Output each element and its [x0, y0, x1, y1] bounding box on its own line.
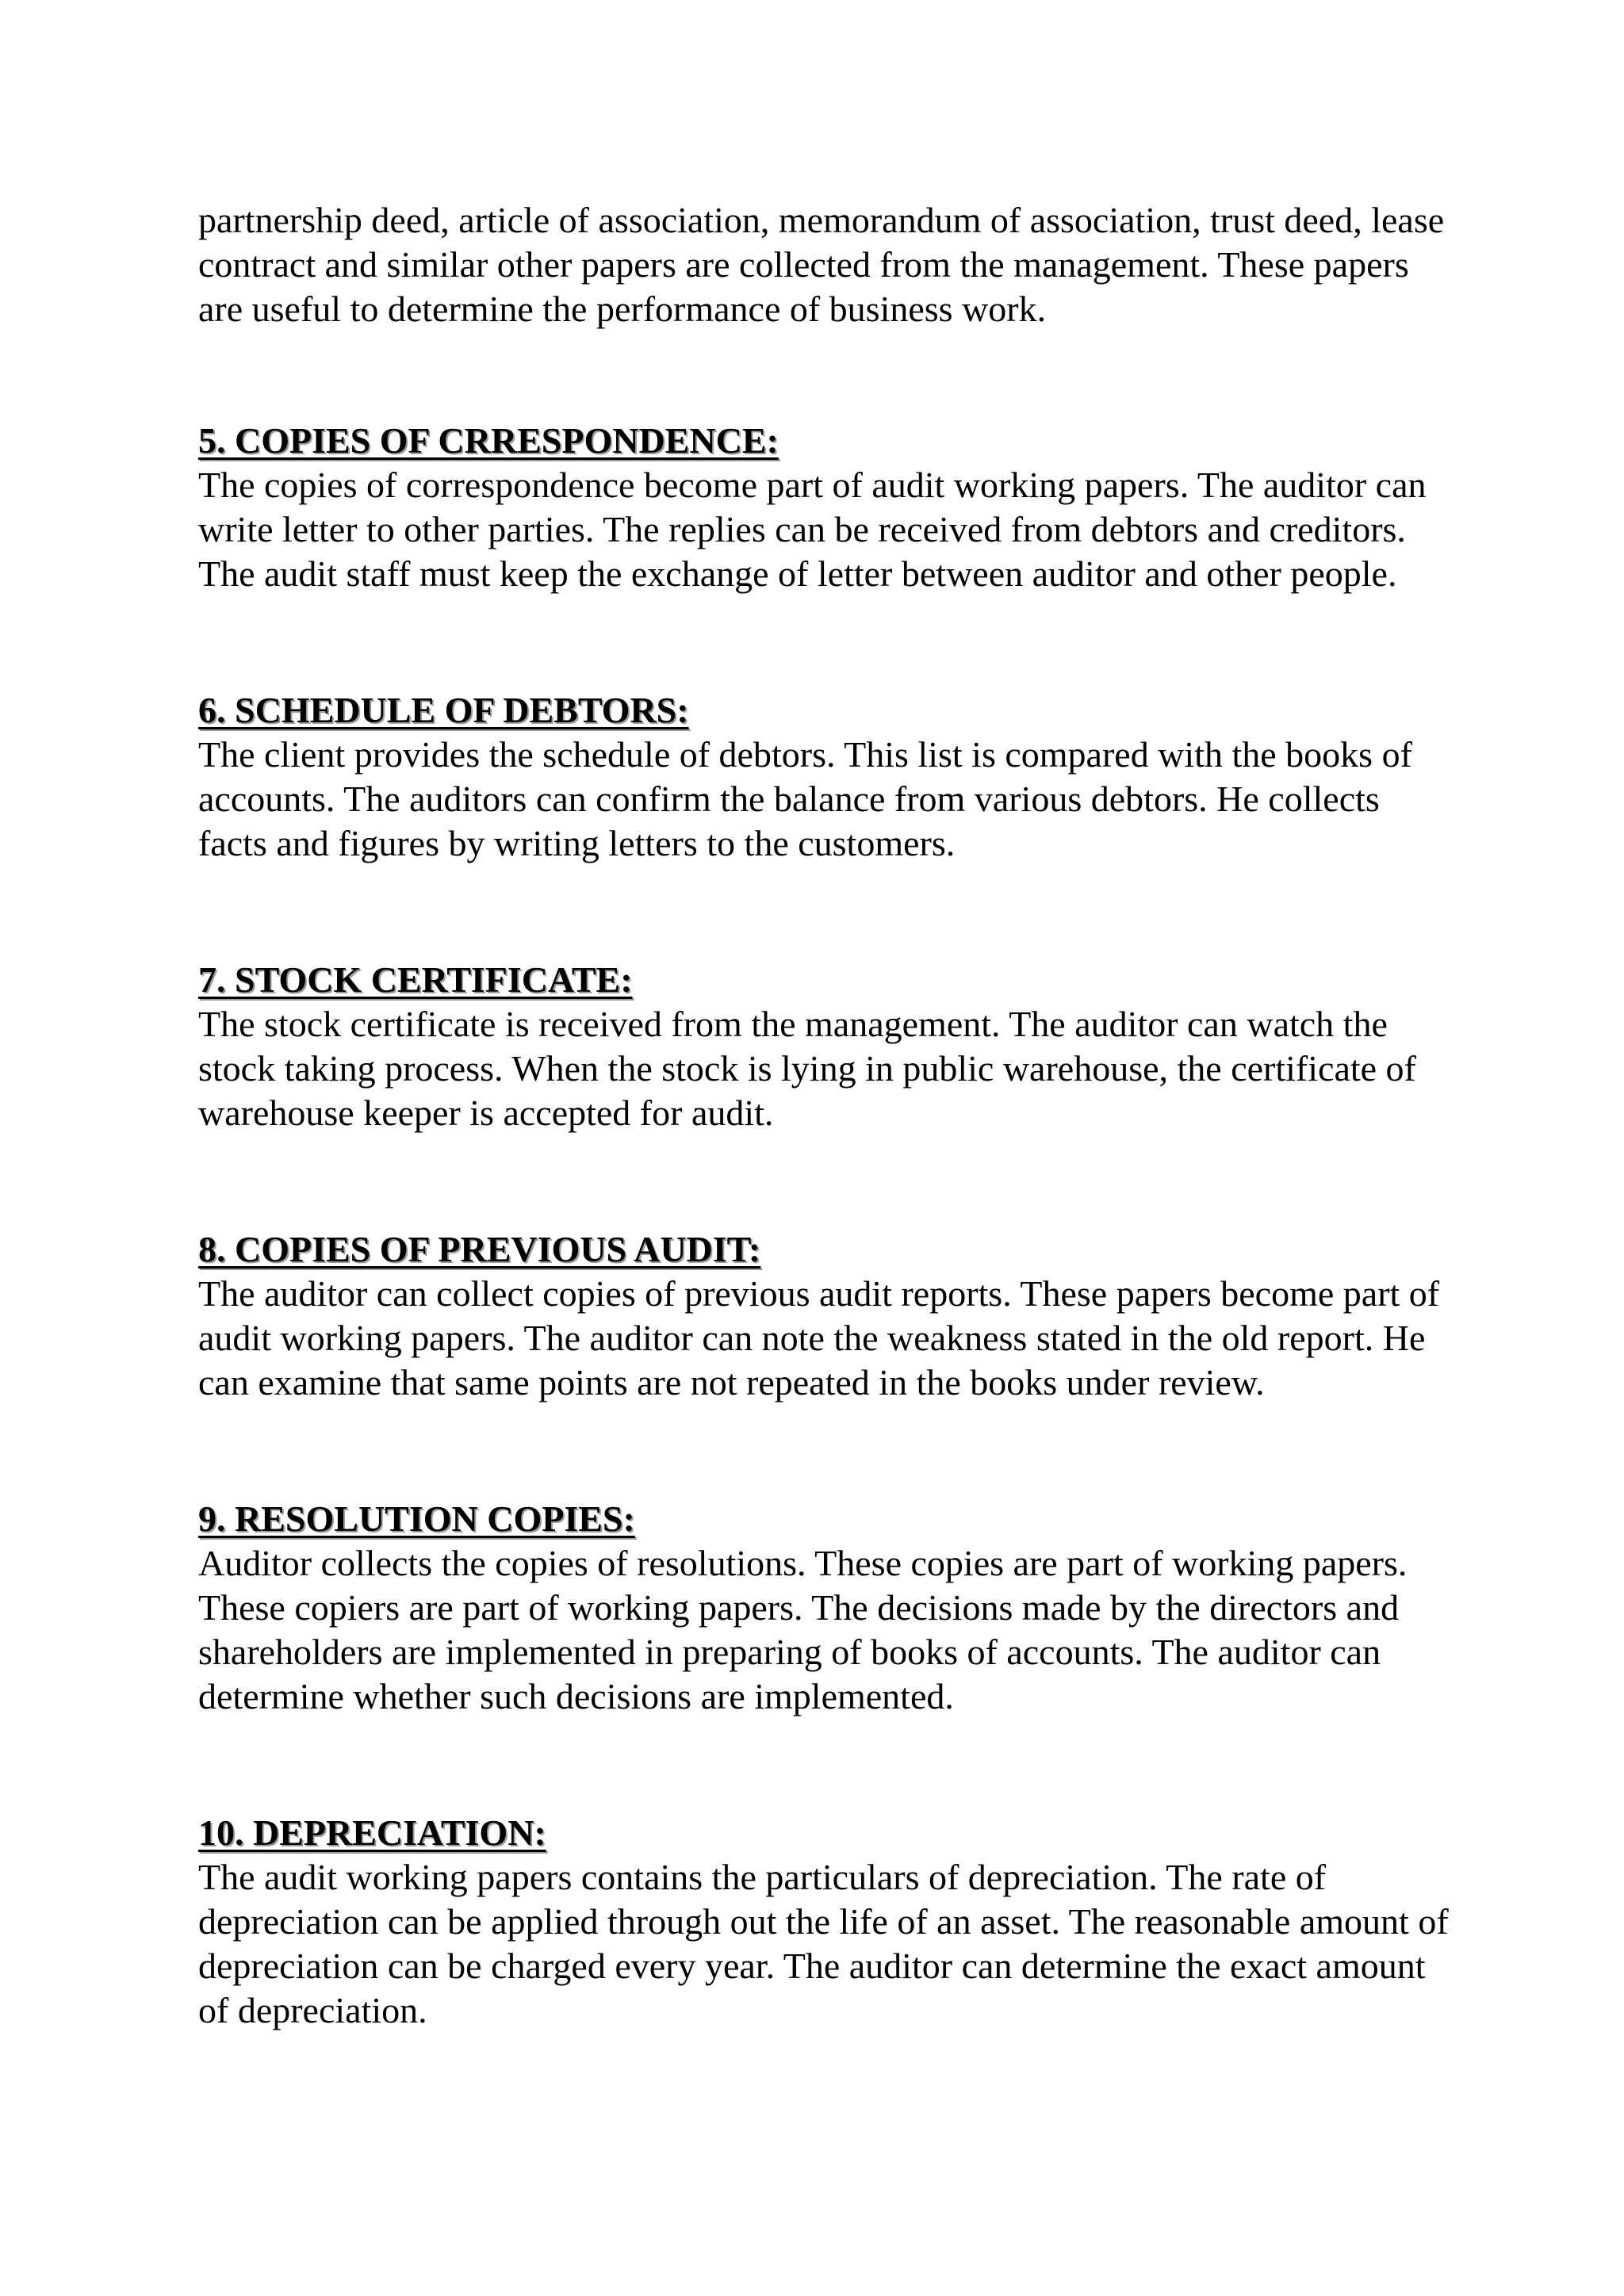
section-heading: 9. RESOLUTION COPIES:	[198, 1498, 635, 1539]
section-copies-of-previous-audit	[198, 1227, 1451, 1405]
section-body: Auditor collects the copies of resolutions. These copies are part of working papers. These copiers are part of working papers. The decisions made by the directors and shareholders are implemented in preparing of books of accounts. The auditor can determine whether such decisions are implemented.	[198, 1543, 1408, 1716]
intro-paragraph: partnership deed, article of association, memorandum of association, trust deed, lease contract and similar other papers are collected from the management. These papers are useful to determine the performance of business work.	[198, 200, 1445, 329]
section-resolution-copies	[198, 1497, 1451, 1719]
section-copies-of-correspondence	[198, 419, 1451, 596]
section-heading: 10. DEPRECIATION:	[198, 1812, 546, 1853]
section-heading: 5. COPIES OF CRRESPONDENCE:	[198, 420, 779, 461]
page-content	[198, 198, 1451, 2033]
section-schedule-of-debtors	[198, 688, 1451, 866]
section-heading: 8. COPIES OF PREVIOUS AUDIT:	[198, 1229, 761, 1269]
section-heading: 7. STOCK CERTIFICATE:	[198, 959, 633, 1000]
section-body: The copies of correspondence become part of audit working papers. The auditor can write letter to other parties. The replies can be received from debtors and creditors. The audit staff must keep the exchange of letter between auditor and other people.	[198, 465, 1427, 594]
section-heading: 6. SCHEDULE OF DEBTORS:	[198, 690, 689, 730]
section-depreciation	[198, 1811, 1451, 2033]
section-body: The audit working papers contains the particulars of depreciation. The rate of depreciation can be applied through out the life of an asset. The reasonable amount of depreciation can be charged every year. The auditor can determine the exact amount of depreciation.	[198, 1857, 1449, 2030]
section-body: The auditor can collect copies of previous audit reports. These papers become part of audit working papers. The auditor can note the weakness stated in the old report. He can examine that same points are not repeated in the books under review.	[198, 1273, 1440, 1402]
section-body: The stock certificate is received from the management. The auditor can watch the stock taking process. When the stock is lying in public warehouse, the certificate of warehouse keeper is accepted for audit.	[198, 1004, 1416, 1133]
section-stock-certificate	[198, 958, 1451, 1135]
section-body: The client provides the schedule of debtors. This list is compared with the books of accounts. The auditors can confirm the balance from various debtors. He collects facts and figures by writing letters to the customers.	[198, 734, 1412, 863]
